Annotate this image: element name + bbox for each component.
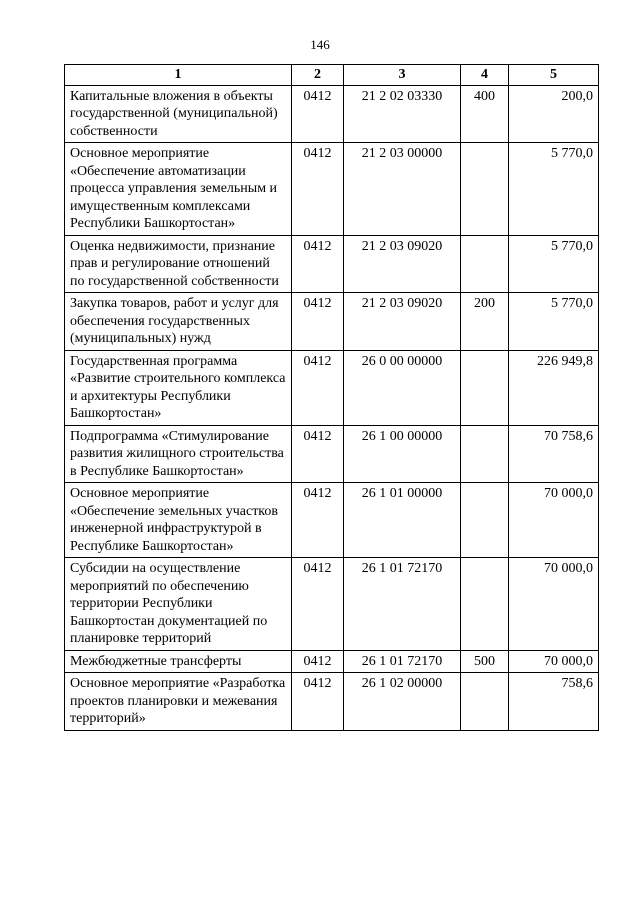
row-amount: 758,6 <box>509 673 599 731</box>
row-code: 26 1 01 72170 <box>344 558 461 651</box>
row-name: Основное мероприятие «Разработка проектов планировки и межевания территорий» <box>65 673 292 731</box>
row-type: 200 <box>461 293 509 351</box>
header-col-3: 3 <box>344 65 461 86</box>
row-type <box>461 483 509 558</box>
row-amount: 200,0 <box>509 85 599 143</box>
row-section: 0412 <box>292 235 344 293</box>
row-section: 0412 <box>292 673 344 731</box>
row-section: 0412 <box>292 350 344 425</box>
row-type <box>461 673 509 731</box>
row-section: 0412 <box>292 293 344 351</box>
row-name: Субсидии на осуществление мероприятий по обеспечению территории Республики Башкортостан документацией по планировке территорий <box>65 558 292 651</box>
table-row <box>65 350 599 425</box>
table-row <box>65 650 599 673</box>
row-amount: 70 000,0 <box>509 650 599 673</box>
row-name: Оценка недвижимости, признание прав и регулирование отношений по государственной собственности <box>65 235 292 293</box>
table-row <box>65 558 599 651</box>
row-name: Основное мероприятие «Обеспечение земельных участков инженерной инфраструктурой в Республике Башкортостан» <box>65 483 292 558</box>
row-section: 0412 <box>292 425 344 483</box>
table-header <box>65 65 599 86</box>
row-name: Государственная программа «Развитие строительного комплекса и архитектуры Республики Башкортостан» <box>65 350 292 425</box>
row-type: 400 <box>461 85 509 143</box>
header-col-4: 4 <box>461 65 509 86</box>
page-number: 146 <box>310 37 330 52</box>
row-section: 0412 <box>292 650 344 673</box>
header-col-1: 1 <box>65 65 292 86</box>
header-row <box>65 65 599 86</box>
row-amount: 5 770,0 <box>509 143 599 236</box>
row-section: 0412 <box>292 483 344 558</box>
row-name: Подпрограмма «Стимулирование развития жилищного строительства в Республике Башкортостан» <box>65 425 292 483</box>
row-section: 0412 <box>292 85 344 143</box>
table-row <box>65 143 599 236</box>
row-type <box>461 558 509 651</box>
row-name: Основное мероприятие «Обеспечение автоматизации процесса управления земельным и имущественным комплексами Республики Башкортостан» <box>65 143 292 236</box>
row-amount: 5 770,0 <box>509 293 599 351</box>
row-code: 26 0 00 00000 <box>344 350 461 425</box>
table-row <box>65 293 599 351</box>
table-row <box>65 673 599 731</box>
row-code: 26 1 02 00000 <box>344 673 461 731</box>
row-code: 21 2 03 09020 <box>344 235 461 293</box>
row-name: Межбюджетные трансферты <box>65 650 292 673</box>
row-code: 26 1 00 00000 <box>344 425 461 483</box>
budget-table <box>64 64 599 731</box>
row-code: 21 2 02 03330 <box>344 85 461 143</box>
header-col-2: 2 <box>292 65 344 86</box>
row-amount: 70 758,6 <box>509 425 599 483</box>
row-amount: 226 949,8 <box>509 350 599 425</box>
row-section: 0412 <box>292 558 344 651</box>
table-row <box>65 85 599 143</box>
row-code: 26 1 01 72170 <box>344 650 461 673</box>
row-code: 21 2 03 00000 <box>344 143 461 236</box>
row-type <box>461 425 509 483</box>
row-type <box>461 350 509 425</box>
row-type: 500 <box>461 650 509 673</box>
row-type <box>461 235 509 293</box>
row-type <box>461 143 509 236</box>
header-col-5: 5 <box>509 65 599 86</box>
row-amount: 70 000,0 <box>509 558 599 651</box>
row-name: Капитальные вложения в объекты государственной (муниципальной) собственности <box>65 85 292 143</box>
row-amount: 5 770,0 <box>509 235 599 293</box>
table-row <box>65 483 599 558</box>
row-code: 21 2 03 09020 <box>344 293 461 351</box>
row-code: 26 1 01 00000 <box>344 483 461 558</box>
row-name: Закупка товаров, работ и услуг для обеспечения государственных (муниципальных) нужд <box>65 293 292 351</box>
table-row <box>65 235 599 293</box>
row-section: 0412 <box>292 143 344 236</box>
table-row <box>65 425 599 483</box>
row-amount: 70 000,0 <box>509 483 599 558</box>
